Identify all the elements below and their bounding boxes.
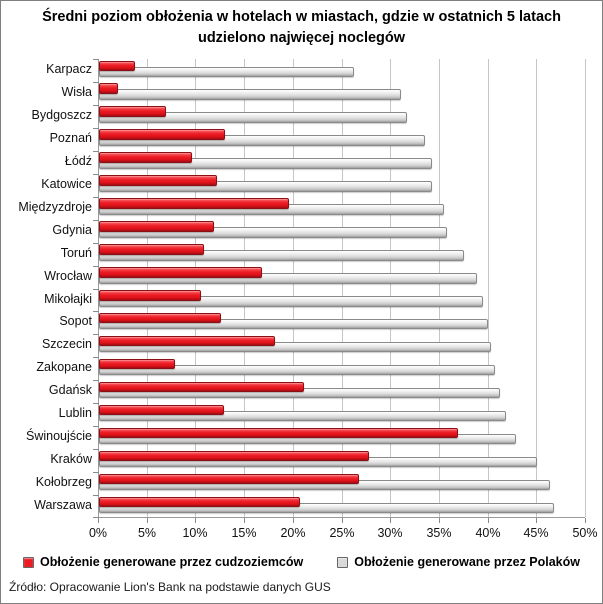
x-axis-tick — [439, 518, 440, 523]
plot-area — [98, 59, 585, 518]
bar-foreigners — [99, 497, 300, 508]
category-axis-tick — [93, 289, 99, 290]
category-label: Wisła — [61, 84, 92, 99]
category-axis-tick — [93, 151, 99, 152]
x-axis-tick — [536, 518, 537, 523]
category-axis-tick — [93, 197, 99, 198]
chart-title: Średni poziom obłożenia w hotelach w miastach, gdzie w ostatnich 5 latach udzielono najwięcej noclegów — [42, 9, 561, 47]
bar-foreigners — [99, 405, 224, 416]
legend-marker-poles-icon — [337, 557, 348, 568]
gridline — [342, 59, 343, 517]
x-tick-label: 0% — [88, 526, 108, 540]
x-tick-label: 10% — [182, 526, 208, 540]
category-axis-tick — [93, 243, 99, 244]
gridline — [536, 59, 537, 517]
category-label: Katowice — [41, 176, 92, 191]
bar-poles — [99, 67, 354, 78]
category-label: Sopot — [59, 314, 92, 329]
category-label: Zakopane — [36, 360, 92, 375]
category-label: Wrocław — [44, 268, 92, 283]
bar-foreigners — [99, 83, 118, 94]
category-label: Poznań — [49, 130, 92, 145]
category-axis-tick — [93, 311, 99, 312]
bar-foreigners — [99, 267, 262, 278]
category-label: Kraków — [50, 452, 92, 467]
legend-marker-foreigners-icon — [23, 557, 34, 568]
category-label: Lublin — [58, 406, 92, 421]
gridline — [147, 59, 148, 517]
bar-foreigners — [99, 152, 192, 163]
gridline — [390, 59, 391, 517]
category-label: Szczecin — [41, 337, 92, 352]
bar-foreigners — [99, 474, 359, 485]
bar-foreigners — [99, 244, 204, 255]
category-label: Warszawa — [34, 498, 92, 513]
category-axis-tick — [93, 357, 99, 358]
gridline — [244, 59, 245, 517]
gridline — [488, 59, 489, 517]
x-tick-label: 30% — [377, 526, 403, 540]
category-label: Kołobrzeg — [35, 475, 92, 490]
x-axis-tick — [147, 518, 148, 523]
category-label: Świnoujście — [25, 429, 92, 444]
category-axis-tick — [93, 220, 99, 221]
category-axis-tick — [93, 380, 99, 381]
bar-foreigners — [99, 129, 225, 140]
bar-foreigners — [99, 290, 201, 301]
legend-label-poles: Obłożenie generowane przez Polaków — [354, 555, 580, 569]
bar-foreigners — [99, 198, 289, 209]
gridline — [585, 59, 586, 517]
bar-foreigners — [99, 382, 304, 393]
category-label: Łódź — [64, 153, 92, 168]
category-axis-tick — [93, 472, 99, 473]
category-axis-tick — [93, 105, 99, 106]
bar-foreigners — [99, 61, 135, 72]
category-axis-tick — [93, 403, 99, 404]
category-label: Bydgoszcz — [31, 107, 92, 122]
x-axis-tick — [488, 518, 489, 523]
x-tick-label: 25% — [329, 526, 355, 540]
source-note: Źródło: Opracowanie Lion's Bank na podstawie danych GUS — [9, 580, 331, 594]
category-axis-tick — [93, 174, 99, 175]
x-axis-tick — [244, 518, 245, 523]
legend — [1, 551, 602, 573]
x-tick-label: 5% — [137, 526, 157, 540]
x-tick-label: 50% — [572, 526, 598, 540]
bar-foreigners — [99, 428, 458, 439]
category-axis-tick — [93, 426, 99, 427]
category-axis-tick — [93, 449, 99, 450]
bar-foreigners — [99, 336, 275, 347]
category-label: Mikołajki — [44, 291, 92, 306]
x-axis-tick — [195, 518, 196, 523]
bar-foreigners — [99, 313, 221, 324]
x-tick-label: 20% — [280, 526, 306, 540]
x-tick-label: 40% — [475, 526, 501, 540]
category-axis-tick — [93, 495, 99, 496]
bar-poles — [99, 89, 401, 100]
x-axis-tick — [390, 518, 391, 523]
category-axis-tick — [93, 334, 99, 335]
gridline — [293, 59, 294, 517]
x-tick-label: 35% — [426, 526, 452, 540]
x-axis-tick — [342, 518, 343, 523]
bar-foreigners — [99, 221, 214, 232]
bar-foreigners — [99, 359, 175, 370]
category-axis — [1, 59, 93, 518]
category-axis-tick — [93, 128, 99, 129]
category-label: Toruń — [60, 245, 92, 260]
legend-item-poles — [337, 555, 580, 569]
legend-label-foreigners: Obłożenie generowane przez cudzoziemców — [40, 555, 304, 569]
x-axis-tick — [293, 518, 294, 523]
category-label: Gdynia — [52, 222, 92, 237]
category-label: Gdańsk — [48, 383, 92, 398]
bar-foreigners — [99, 106, 166, 117]
legend-item-foreigners — [23, 555, 303, 569]
category-axis-tick — [93, 266, 99, 267]
x-axis-tick — [585, 518, 586, 523]
x-tick-label: 45% — [523, 526, 549, 540]
gridline — [195, 59, 196, 517]
x-axis-tick — [98, 518, 99, 523]
gridline — [439, 59, 440, 517]
category-label: Międzyzdroje — [18, 199, 92, 214]
category-axis-tick — [93, 59, 99, 60]
category-axis-tick — [93, 82, 99, 83]
category-label: Karpacz — [46, 62, 92, 76]
x-tick-label: 15% — [231, 526, 257, 540]
bar-foreigners — [99, 175, 217, 186]
bar-foreigners — [99, 451, 369, 462]
